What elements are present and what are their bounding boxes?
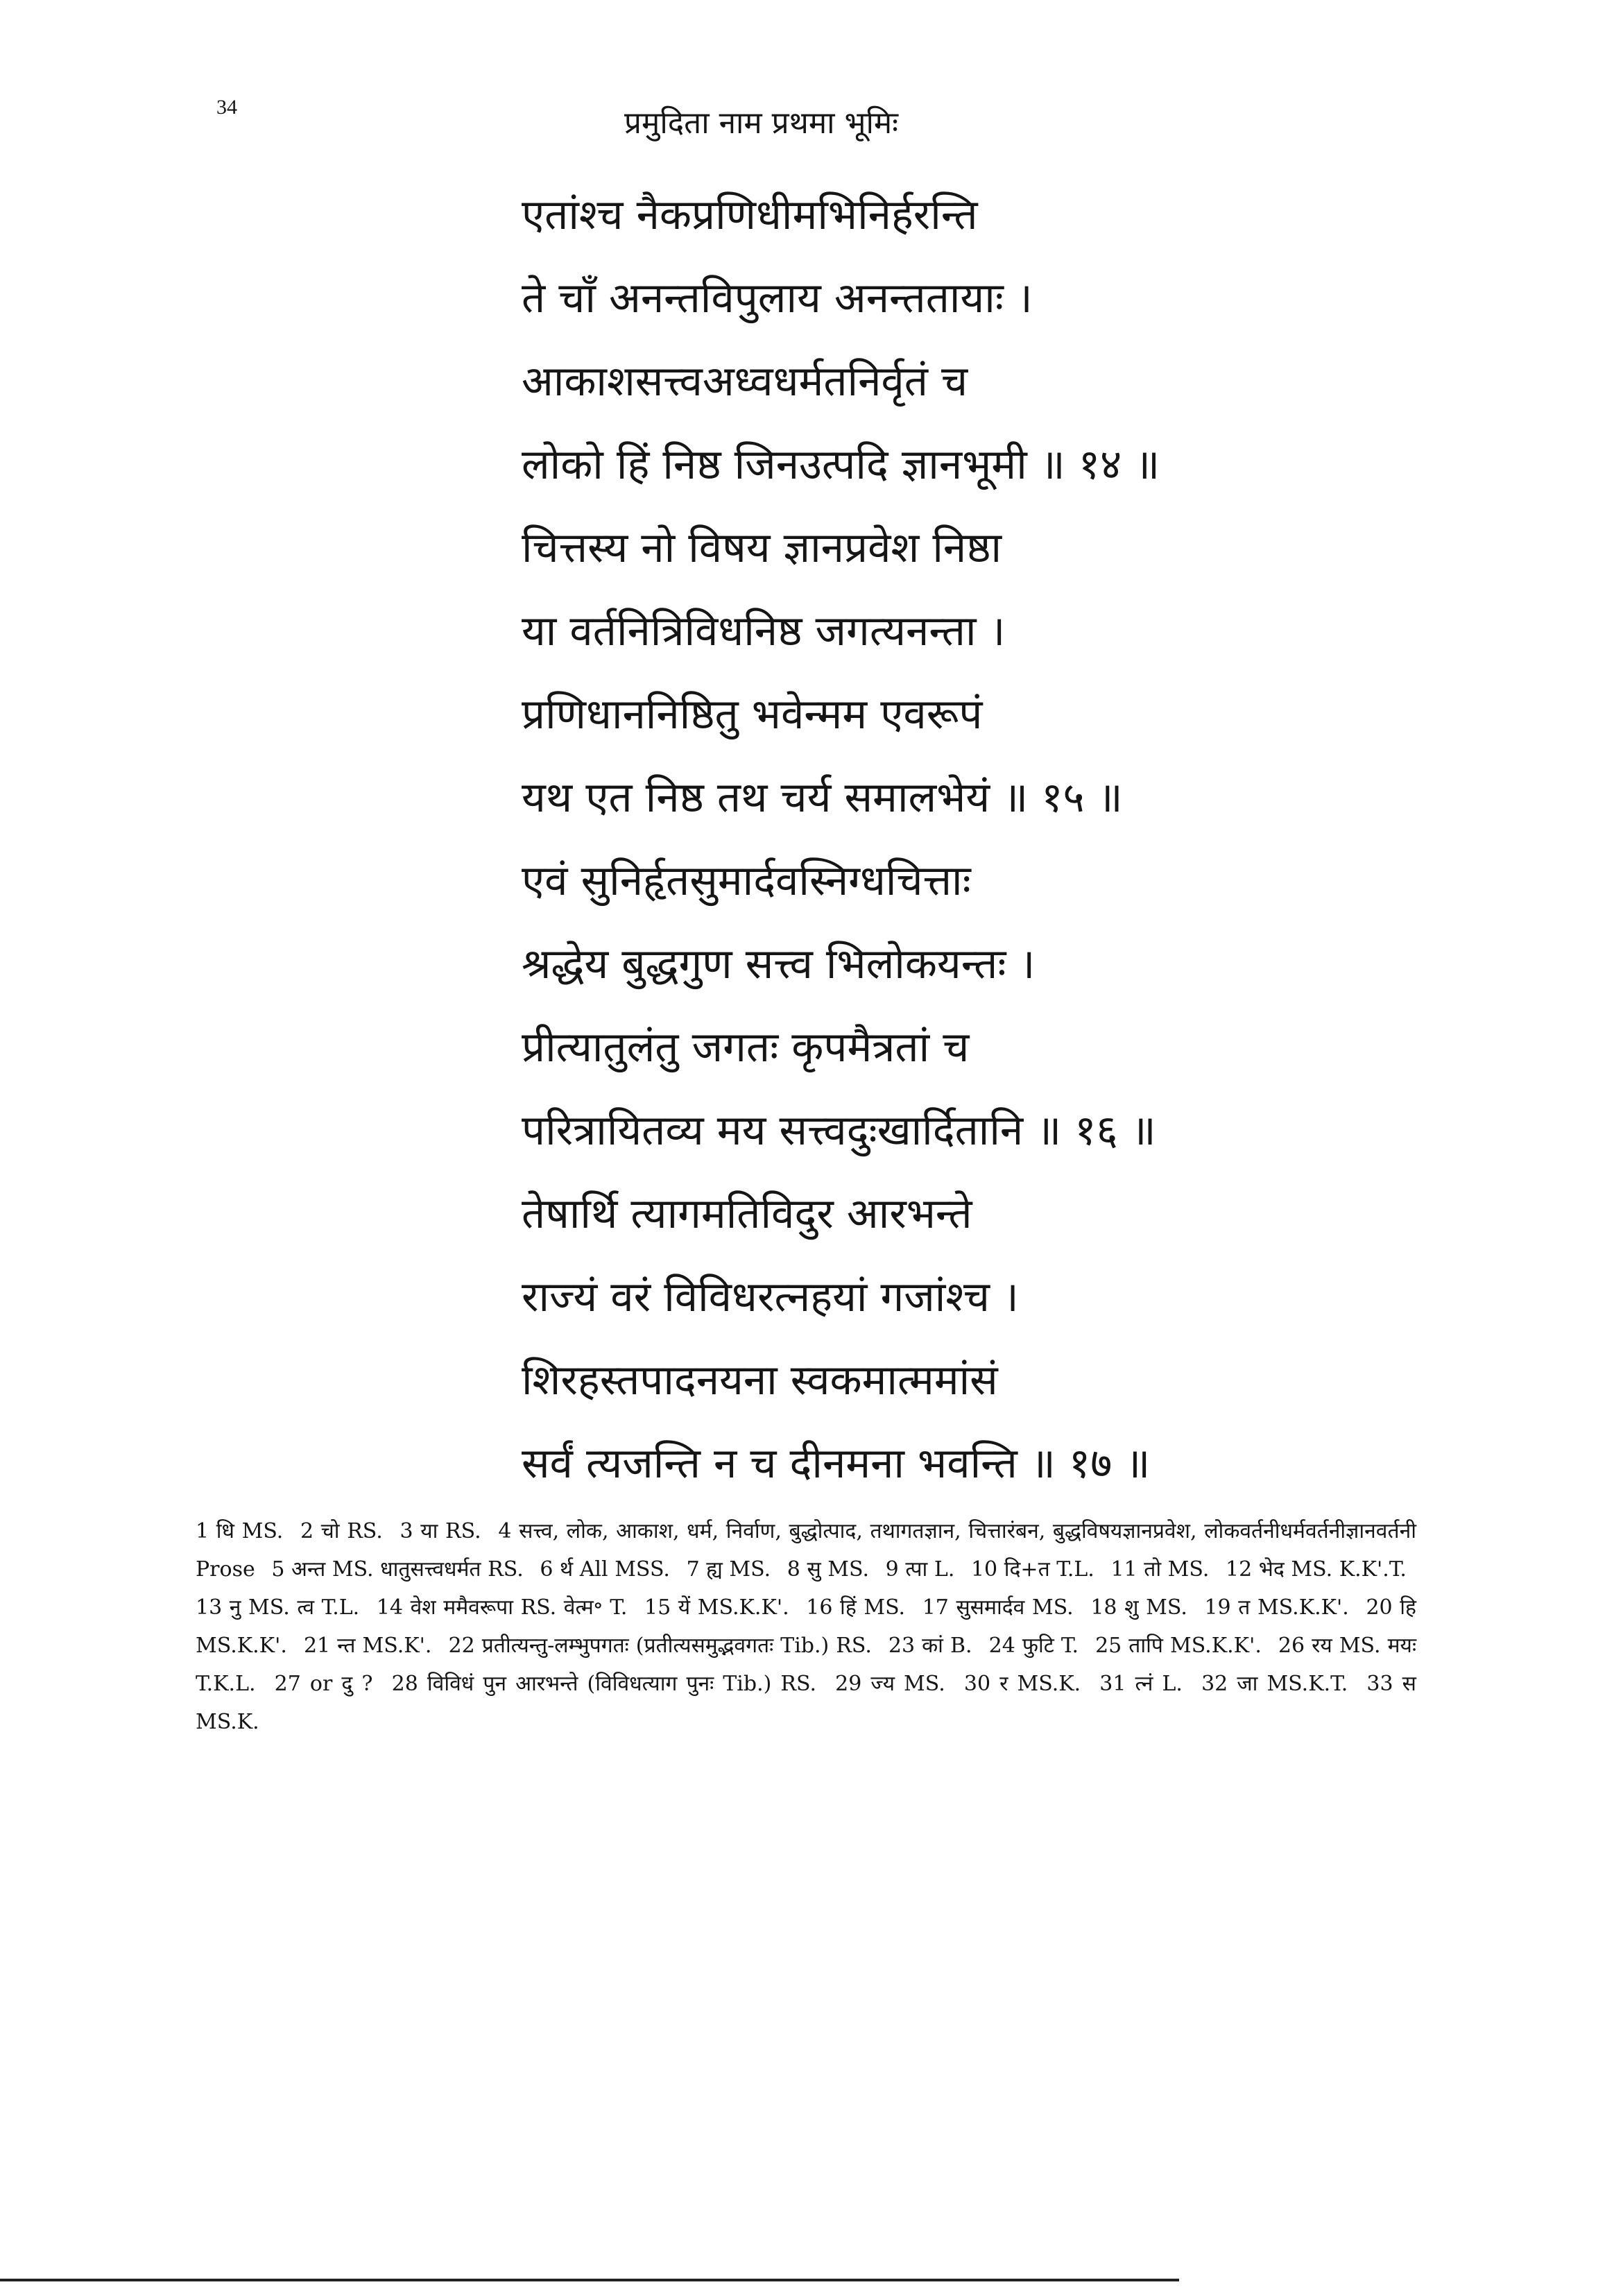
footnote: 21 न्त MS.K'. (303, 1634, 432, 1658)
verse-line: प्रणिधाननिष्ठितु भवेन्मम एवरूपं (522, 690, 983, 739)
footnote: 4 सत्त्व, लोक, आकाश, धर्म, निर्वाण, बुद्धोत्पाद, तथागतज्ञान, चित्तारंबन, बुद्धविषयज्ञानप्रवेश, लोकवर्तनीधर्मवर्तनीज्ञानवर्तनी Prose (196, 1519, 1416, 1582)
footnote: 11 तो MS. (1110, 1557, 1210, 1582)
footnote: 15 यें MS.K.K'. (644, 1595, 789, 1620)
verse-line: परित्रायितव्य मय सत्त्वदुःखार्दितानि ॥ १६ ॥ (522, 1106, 1156, 1155)
footnote: 6 र्थ All MSS. (540, 1557, 670, 1582)
footnote: 33 स MS.K. (196, 1672, 1416, 1734)
footnote: 18 शु MS. (1090, 1595, 1187, 1620)
verse-line: एतांश्च नैकप्रणिधीमभिनिर्हरन्ति (522, 191, 978, 239)
footnote: 25 तापि MS.K.K'. (1095, 1634, 1262, 1658)
footnote: 26 रय MS. मयः T.K.L. (196, 1634, 1417, 1696)
footnote: 28 विविधं पुन आरभन्ते (विविधत्याग पुनः Tib.) RS. (391, 1672, 817, 1696)
footnote: 9 त्पा L. (885, 1557, 955, 1582)
verse-block (522, 173, 1354, 1505)
footnotes (196, 1512, 1416, 1741)
verse-line: प्रीत्यातुलंतु जगतः कृपमैत्रतां च (522, 1023, 970, 1072)
footnote: 10 दि+त T.L. (970, 1557, 1094, 1582)
verse-line: सर्वं त्यजन्ति न च दीनमना भवन्ति ॥ १७ ॥ (522, 1439, 1151, 1488)
footnote: 20 हि MS.K.K'. (196, 1595, 1416, 1658)
verse-line: एवं सुनिर्हृतसुमार्दवस्निग्धचित्ताः (522, 857, 971, 905)
verse-line: या वर्तनित्रिविधनिष्ठ जगत्यनन्ता । (522, 607, 1006, 656)
footnote: 5 अन्त MS. धातुसत्त्वधर्मत RS. (271, 1557, 524, 1582)
verse-line: श्रद्धेय बुद्धगुण सत्त्व भिलोकयन्तः । (522, 940, 1036, 988)
verse-line: ते चाँ अनन्तविपुलाय अनन्ततायाः । (522, 274, 1033, 323)
footnote: 17 सुसमार्दव MS. (922, 1595, 1074, 1620)
footnote: 8 सु MS. (787, 1557, 870, 1582)
footnote: 22 प्रतीत्यन्तु-लम्भुपगतः (प्रतीत्यसमुद्भवगतः Tib.) RS. (448, 1634, 872, 1658)
footnote: 12 भेद MS. K.K'.T. (1226, 1557, 1407, 1582)
footnote: 30 र MS.K. (963, 1672, 1081, 1696)
verse-line: राज्यं वरं विविधरत्नहयां गजांश्च । (522, 1273, 1019, 1321)
footnote: 1 धि MS. (196, 1519, 284, 1543)
footnote: 27 or दु ? (274, 1672, 373, 1696)
footnote: 24 फुटि T. (988, 1634, 1079, 1658)
footnote: 7 ह्य MS. (686, 1557, 771, 1582)
footnote: 14 वेश ममैवरूपा RS. वेत्म॰ T. (376, 1595, 628, 1620)
footnote: 19 त MS.K.K'. (1204, 1595, 1349, 1620)
footnote: 29 ज्य MS. (835, 1672, 945, 1696)
verse-line: आकाशसत्त्वअध्वधर्मतनिर्वृतं च (522, 357, 968, 406)
footnote: 32 जा MS.K.T. (1201, 1672, 1348, 1696)
footnote: 16 हिं MS. (806, 1595, 906, 1620)
verse-line: तेषार्थि त्यागमतिविदुर आरभन्ते (522, 1190, 972, 1238)
footnote: 3 या RS. (400, 1519, 481, 1543)
verse-line: लोको हिं निष्ठ जिनउत्पदि ज्ञानभूमी ॥ १४ ॥ (522, 440, 1160, 489)
bottom-rule (0, 2279, 1179, 2281)
footnote: 23 कां B. (888, 1634, 972, 1658)
footnote: 2 चो RS. (300, 1519, 383, 1543)
verse-line: शिरहस्तपादनयना स्वकमात्ममांसं (522, 1356, 998, 1405)
running-head: प्रमुदिता नाम प्रथमा भूमिः (624, 105, 899, 141)
verse-line: यथ एत निष्ठ तथ चर्य समालभेयं ॥ १५ ॥ (522, 773, 1123, 822)
footnote: 31 त्नं L. (1099, 1672, 1183, 1696)
page-number: 34 (216, 96, 237, 119)
footnote: 13 नु MS. त्व T.L. (196, 1595, 360, 1620)
verse-line: चित्तस्य नो विषय ज्ञानप्रवेश निष्ठा (522, 524, 1002, 572)
